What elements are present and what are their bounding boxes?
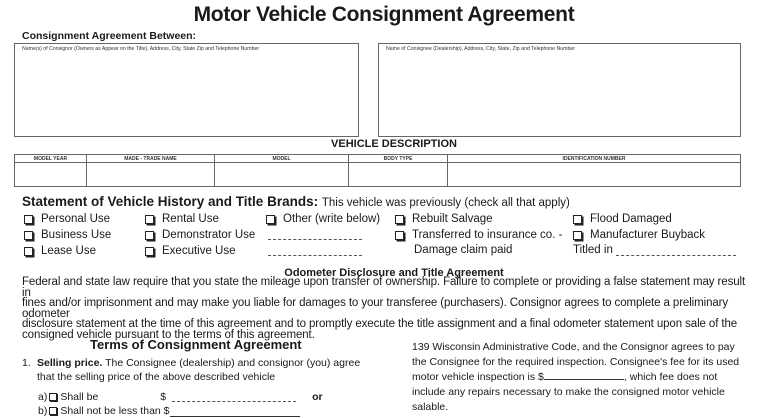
option-b-row: b) Shall not be less than $ — [38, 404, 300, 418]
titled-in-field[interactable] — [616, 255, 736, 256]
checkbox-rental-use[interactable]: Rental Use — [145, 211, 219, 227]
table-header-row — [15, 155, 741, 163]
odometer-heading: Odometer Disclosure and Title Agreement — [284, 267, 504, 279]
consignor-info-field[interactable] — [14, 43, 359, 137]
vehicle-description-table — [14, 154, 741, 187]
history-heading-sub: This vehicle was previously (check all that apply) — [321, 197, 570, 209]
col-body-type: BODY TYPE — [349, 155, 448, 163]
other-line-2-field[interactable] — [268, 255, 362, 256]
checkbox-shall-be[interactable] — [49, 393, 57, 401]
checkbox-icon[interactable] — [266, 215, 275, 224]
checkbox-icon[interactable] — [145, 215, 154, 224]
selling-price-clause — [22, 356, 362, 384]
checkbox-icon[interactable] — [573, 231, 582, 240]
identification-number-field[interactable] — [448, 163, 741, 187]
transferred-insurance-line2: Damage claim paid — [414, 244, 513, 256]
checkbox-business-use[interactable]: Business Use — [24, 227, 111, 243]
checkbox-rebuilt-salvage[interactable]: Rebuilt Salvage — [395, 211, 493, 227]
col-model-year: MODEL YEAR — [15, 155, 87, 163]
consignee-info-field[interactable] — [378, 43, 741, 137]
checkbox-icon[interactable] — [24, 215, 33, 224]
selling-price-text: The Consignee (dealership) and consignor (you) agree that the selling price of the above described vehicle — [37, 357, 361, 383]
inspection-fee-field[interactable] — [544, 369, 624, 380]
item-number: 1. — [22, 357, 31, 369]
checkbox-transferred-insurance[interactable]: Transferred to insurance co. - — [395, 227, 562, 243]
inspection-fee-clause: 139 Wisconsin Administrative Code, and the Consignor agrees to pay the Consignee for the required inspection. Consignee's fee for its used motor vehicle inspection is $ , which fee does not include any repairs necessary to make the consigned motor vehicle salable. — [412, 341, 740, 413]
selling-price-heading: Selling price. — [37, 357, 103, 369]
checkbox-icon[interactable] — [395, 215, 404, 224]
table-row — [15, 163, 741, 187]
model-field[interactable] — [215, 163, 349, 187]
option-a-row: a) Shall be $ or — [38, 391, 323, 403]
col-identification-number: IDENTIFICATION NUMBER — [448, 155, 741, 163]
checkbox-other[interactable]: Other (write below) — [266, 211, 380, 227]
checkbox-icon[interactable] — [145, 247, 154, 256]
checkbox-demonstrator-use[interactable]: Demonstrator Use — [145, 227, 255, 243]
checkbox-lease-use[interactable]: Lease Use — [24, 243, 96, 259]
checkbox-shall-not-be-less[interactable] — [49, 407, 57, 415]
consignee-box-label: Name of Consignee (Dealership), Address, City, State, Zip and Telephone Number — [386, 46, 575, 52]
checkbox-icon[interactable] — [395, 231, 404, 240]
minimum-price-field[interactable] — [170, 406, 300, 417]
checkbox-icon[interactable] — [24, 231, 33, 240]
other-line-1-field[interactable] — [268, 239, 362, 240]
checkbox-manufacturer-buyback[interactable]: Manufacturer Buyback — [573, 227, 705, 243]
checkbox-flood-damaged[interactable]: Flood Damaged — [573, 211, 672, 227]
checkbox-icon[interactable] — [573, 215, 582, 224]
parties-heading: Consignment Agreement Between: — [22, 30, 197, 42]
checkbox-executive-use[interactable]: Executive Use — [145, 243, 236, 259]
document-title: Motor Vehicle Consignment Agreement — [193, 3, 575, 26]
checkbox-icon[interactable] — [145, 231, 154, 240]
shall-be-price-field[interactable] — [172, 401, 296, 402]
model-year-field[interactable] — [15, 163, 87, 187]
history-heading — [22, 194, 570, 209]
vehicle-description-heading: VEHICLE DESCRIPTION — [331, 138, 457, 150]
make-field[interactable] — [87, 163, 215, 187]
odometer-paragraph: Federal and state law require that you state the mileage upon transfer of ownership. Failure to complete or providing a false statement may result in fines and/or imprisonment and may make you liable for damages to your transferee (purchasers). Consignor agrees to complete a preliminary odometer disclosure statement at the time of this agreement and to promptly execute the title assignment and a final odometer statement upon sale of the consigned vehicle pursuant to the terms of this agreement. — [22, 276, 746, 341]
history-heading-bold: Statement of Vehicle History and Title Brands: — [22, 194, 319, 209]
consignor-box-label: Name(s) of Consignor (Owners as Appear on the Title), Address, City, State Zip and Telephone Number — [22, 46, 260, 52]
checkbox-icon[interactable] — [24, 247, 33, 256]
body-type-field[interactable] — [349, 163, 448, 187]
col-model: MODEL — [215, 155, 349, 163]
titled-in-label: Titled in — [573, 244, 613, 256]
col-make: MADE - TRADE NAME — [87, 155, 215, 163]
checkbox-personal-use[interactable]: Personal Use — [24, 211, 110, 227]
terms-heading: Terms of Consignment Agreement — [90, 337, 302, 352]
